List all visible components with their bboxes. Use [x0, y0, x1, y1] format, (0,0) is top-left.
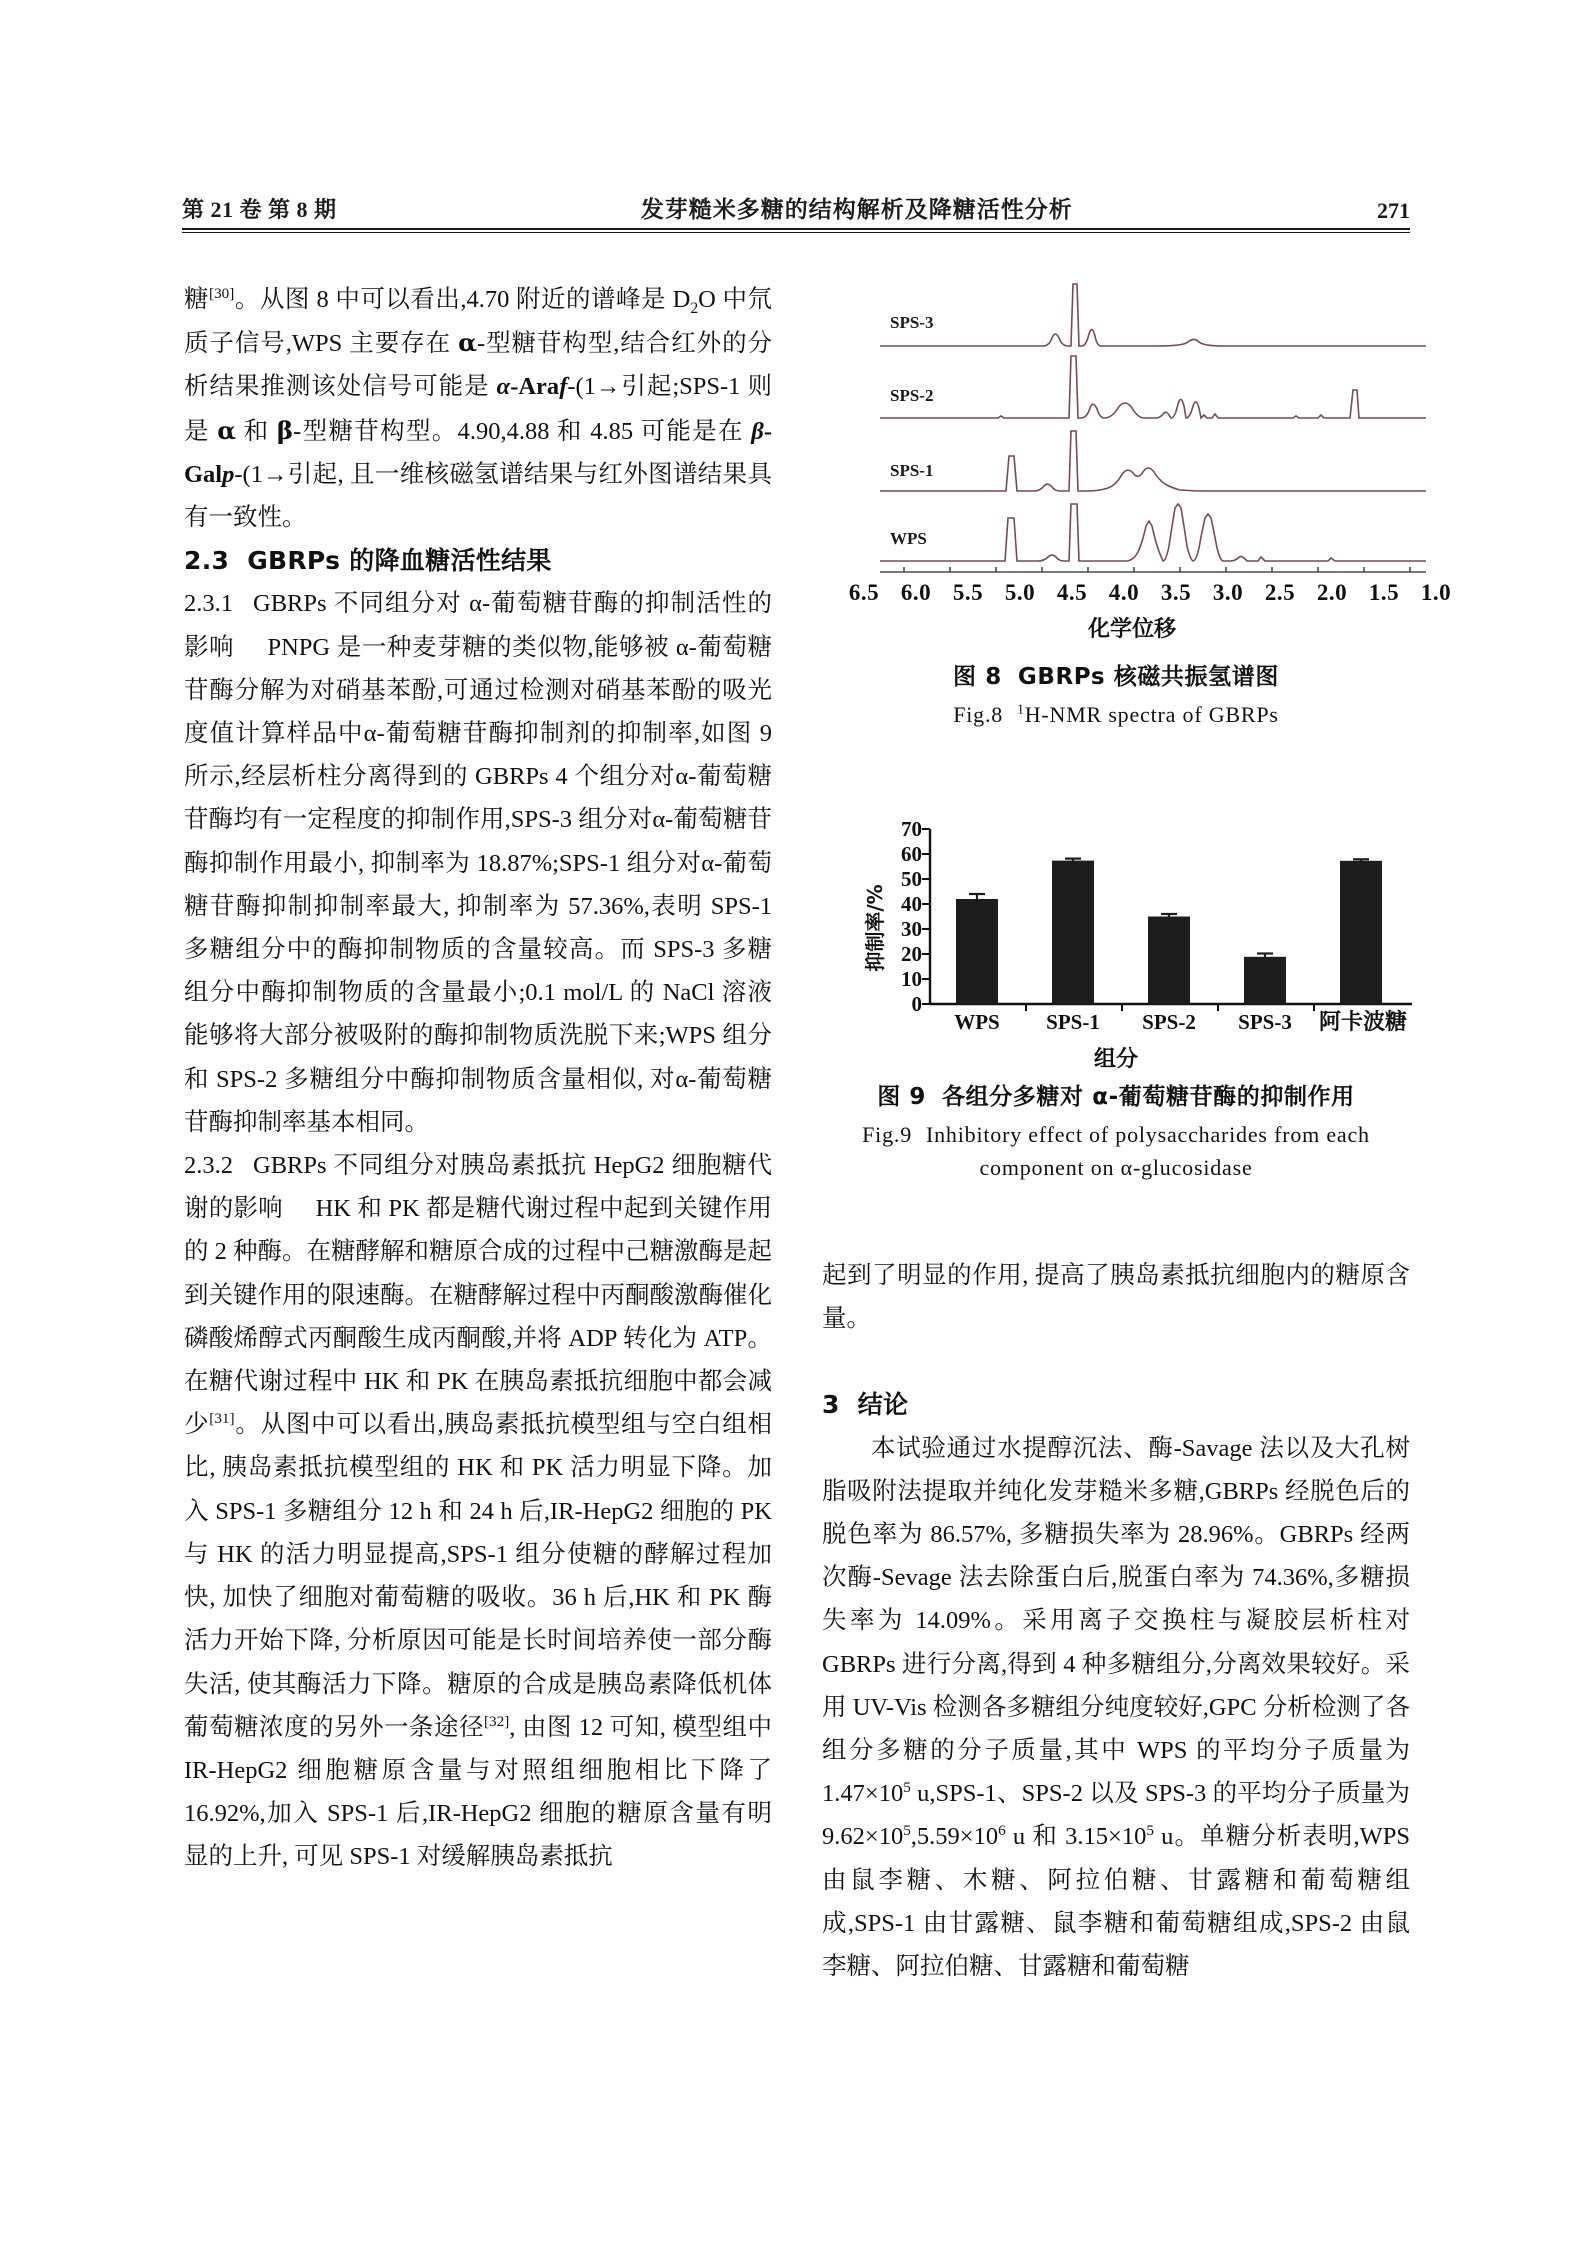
- trace-label-sps-1: SPS-1: [890, 461, 934, 480]
- category-label-sps-1: SPS-1: [1046, 1010, 1100, 1033]
- category-label-sps-3: SPS-3: [1238, 1010, 1292, 1033]
- conclusion-frag: u,SPS-1、SPS-2 以及 SPS-3 的平均分子质量为 9.62×10: [822, 1780, 1410, 1851]
- nmr-tick: 4.5: [1056, 580, 1088, 605]
- figure-8-axis-block: [838, 580, 1452, 643]
- nmr-tick: 1.0: [1420, 580, 1452, 605]
- page-number: 271: [1376, 198, 1410, 223]
- inhibition-bar-chart-svg: [860, 818, 1420, 1033]
- chart-y-axis-ticks: [922, 829, 930, 1004]
- running-header: [182, 186, 1410, 224]
- chart-x-axis-label: 组分: [1093, 1047, 1138, 1072]
- heading-number: 2.3: [184, 546, 230, 576]
- category-label-sps-2: SPS-2: [1142, 1010, 1196, 1033]
- subsection-number: 2.3.1: [184, 590, 233, 618]
- subsection-title: GBRPs 不同组分对胰岛素抵抗 HepG2 细胞糖代谢的影响: [184, 1152, 772, 1223]
- trace-sps-1: [880, 431, 1426, 491]
- bar-wps: [956, 899, 998, 1004]
- text-frag: -Gal: [184, 417, 773, 488]
- figure-9-caption: [822, 1078, 1410, 1184]
- citation-ref-30: [30]: [209, 284, 235, 302]
- exponent-5: 5: [903, 1779, 911, 1797]
- trace-sps-2: [880, 356, 1426, 418]
- text-frag: O 中氘质子信号,WPS 主要存在: [184, 286, 772, 358]
- subsection-body: PNPG 是一种麦芽糖的类似物,能够被 α-葡萄糖苷酶分解为对硝基苯酚,可通过检测对硝基苯酚的吸光度值计算样品中α-葡萄糖苷酶抑制剂的抑制率,如图 9 所示,经层析柱分离得到的 GBRPs 4 个组分对α-葡萄糖苷酶均有一定程度的抑制作用,SPS-3 组分对α-葡萄糖苷酶抑制作用最小, 抑制率为 18.87%;SPS-1 组分对α-葡萄糖苷酶抑制抑制率最大, 抑制率为 57.36%,表明 SPS-1 多糖组分中的酶抑制物质的含量较高。而 SPS-3 多糖组分中酶抑制物质的含量最小;0.1 mol/L 的 NaCl 溶液能够将大部分被吸附的酶抑制物质洗脱下来;WPS 组分和 SPS-2 多糖组分中酶抑制物质含量相似, 对α-葡萄糖苷酶抑制率基本相同。: [184, 633, 772, 1136]
- subsection-title: GBRPs 不同组分对 α-葡萄糖苷酶的抑制活性的影响: [184, 590, 772, 661]
- exponent-6: 6: [998, 1822, 1006, 1840]
- greek-beta: β: [276, 415, 294, 445]
- bar-sps-2: [1148, 917, 1190, 1005]
- nmr-tick: 1.5: [1368, 580, 1400, 605]
- paragraph-2-3-1: [184, 582, 772, 1144]
- conclusion-frag: 本试验通过水提醇沉法、酶-Savage 法以及大孔树脂吸附法提取并纯化发芽糙米多糖,GBRPs 经脱色后的脱色率为 86.57%, 多糖损失率为 28.96%。GBRPs 经两次酶-Sevage 法去除蛋白后,脱蛋白率为 74.36%,多糖损失率为 14.09%。采用离子交换柱与凝胶层析柱对 GBRPs 进行分离,得到 4 种多糖组分,分离效果较好。采用 UV-Vis 检测各多糖组分纯度较好,GPC 分析检测了各组分多糖的分子质量,其中 WPS 的平均分子质量为 1.47×10: [822, 1434, 1410, 1808]
- text-frag: 糖: [184, 286, 210, 313]
- subsection-number: 2.3.2: [184, 1152, 233, 1180]
- header-rule: [182, 228, 1410, 233]
- figure-9-title-cn: 各组分多糖对 α-葡萄糖苷酶的抑制作用: [942, 1084, 1355, 1110]
- nmr-tick: 3.0: [1212, 580, 1244, 605]
- nmr-tick-labels: [838, 580, 1452, 606]
- text-frag: -型糖苷构型,结合红外的分析结果推测该处信号可能是: [184, 330, 772, 401]
- nmr-tick: 5.0: [1004, 580, 1036, 605]
- figure-8-number-cn: 图 8: [953, 664, 1002, 690]
- text-frag: 。从图 8 中可以看出,4.70 附近的谱峰是 D: [234, 286, 691, 313]
- figure-9-bar-chart: [860, 818, 1420, 1033]
- figure-8-caption-en: [822, 698, 1410, 731]
- heading-text: 结论: [857, 1390, 909, 1420]
- article-title: 发芽糙米多糖的结构解析及降糖活性分析: [640, 197, 1073, 222]
- trace-label-wps: WPS: [890, 529, 927, 548]
- trace-label-sps-2: SPS-2: [890, 386, 934, 405]
- nmr-tick: 4.0: [1108, 580, 1140, 605]
- exponent-5: 5: [903, 1822, 911, 1840]
- svg-text:30: 30: [901, 917, 922, 941]
- svg-text:60: 60: [901, 842, 922, 866]
- svg-text:50: 50: [901, 867, 922, 891]
- heading-2-3: [184, 539, 772, 582]
- paragraph-conclusion: [822, 1427, 1410, 1989]
- conclusion-frag: ,5.59×10: [910, 1823, 999, 1851]
- paragraph-nmr-discussion: [184, 278, 772, 539]
- bar-acarbose: [1340, 861, 1382, 1004]
- greek-alpha: α: [217, 415, 237, 445]
- svg-text:0: 0: [911, 992, 922, 1016]
- proton-superscript: 1: [1017, 701, 1025, 717]
- category-label-acarbose: 阿卡波糖: [1318, 1010, 1408, 1033]
- subscript-2: 2: [690, 299, 699, 317]
- figure-8-title-cn: GBRPs 核磁共振氢谱图: [1017, 664, 1279, 690]
- nmr-tick: 6.5: [848, 580, 880, 605]
- figure-9-caption-en-2: [822, 1151, 1410, 1184]
- chart-category-labels: [954, 1009, 1407, 1033]
- heading-text: GBRPs 的降血糖活性结果: [247, 546, 552, 576]
- greek-alpha: α: [458, 328, 477, 358]
- category-label-wps: WPS: [954, 1010, 1000, 1033]
- trace-sps-3: [880, 284, 1426, 346]
- figure-9-number-cn: 图 9: [877, 1084, 927, 1110]
- greek-alpha: α: [496, 373, 511, 401]
- chart-y-tick-labels: [901, 818, 922, 1016]
- text-frag: -(1→引起;SPS-1 则是: [184, 373, 772, 445]
- text-frag: 和: [236, 417, 277, 445]
- figure-9-title-en-line2: component on α-glucosidase: [979, 1155, 1253, 1180]
- bar-sps-1: [1052, 861, 1094, 1004]
- right-column: [822, 1254, 1410, 1988]
- nmr-tick: 2.0: [1316, 580, 1348, 605]
- svg-text:20: 20: [901, 942, 922, 966]
- nmr-spectra-svg: [838, 276, 1426, 576]
- conclusion-frag: u。单糖分析表明,WPS 由鼠李糖、木糖、阿拉伯糖、甘露糖和葡萄糖组成,SPS-1 由甘露糖、鼠李糖和葡萄糖组成,SPS-2 由鼠李糖、阿拉伯糖、甘露糖和葡萄糖: [822, 1823, 1410, 1981]
- figure-9-number-en: Fig.9: [862, 1122, 912, 1147]
- nmr-x-axis-label: 化学位移: [1087, 617, 1176, 642]
- bar-sps-3: [1244, 957, 1286, 1004]
- left-column: [184, 278, 772, 1879]
- figure-8-number-en: Fig.8: [953, 702, 1004, 727]
- figure-9-title-en-line1: Inhibitory effect of polysaccharides from each: [926, 1122, 1370, 1147]
- italic-p: p: [222, 460, 235, 488]
- figure-9-caption-en: [822, 1118, 1410, 1151]
- figure-8-title-en: H-NMR spectra of GBRPs: [1024, 702, 1279, 727]
- subsection-body: HK 和 PK 都是糖代谢过程中起到关键作用的 2 种酶。在糖酵解和糖原合成的过程中己糖激酶是起到关键作用的限速酶。在糖酵解过程中丙酮酸激酶催化磷酸烯醇式丙酮酸生成丙酮酸,并将 ADP 转化为 ATP。在糖代谢过程中 HK 和 PK 在胰岛素抵抗细胞中都会减少: [184, 1195, 772, 1439]
- text-frag: -Ara: [510, 373, 560, 401]
- text-frag: -型糖苷构型。4.90,4.88 和 4.85 可能是在: [293, 417, 752, 445]
- nmr-tick: 5.5: [952, 580, 984, 605]
- svg-text:70: 70: [901, 818, 922, 841]
- italic-f: f: [559, 373, 568, 401]
- chart-bars: [956, 861, 1382, 1004]
- citation-ref-32: [32]: [483, 1712, 510, 1730]
- citation-ref-31: [31]: [209, 1410, 235, 1428]
- subsection-body: , 由图 12 可知, 模型组中 IR-HepG2 细胞糖原含量与对照组细胞相比下降了 16.92%,加入 SPS-1 后,IR-HepG2 细胞的糖原含量有明显的上升, 可见 SPS-1 对缓解胰岛素抵抗: [184, 1713, 773, 1871]
- svg-text:40: 40: [901, 892, 922, 916]
- heading-number: 3: [822, 1390, 840, 1420]
- volume-issue: 第 21 卷 第 8 期: [182, 197, 337, 222]
- exponent-5: 5: [1146, 1822, 1154, 1840]
- subsection-body: 。从图中可以看出,胰岛素抵抗模型组与空白组相比, 胰岛素抵抗模型组的 HK 和 PK 活力明显下降。加入 SPS-1 多糖组分 12 h 和 24 h 后,IR-HepG2 细胞的 PK 与 HK 的活力明显提高,SPS-1 组分使糖的酵解过程加快, 加快了细胞对葡萄糖的吸收。36 h 后,HK 和 PK 酶活力开始下降, 分析原因可能是长时间培养使一部分酶失活, 使其酶活力下降。糖原的合成是胰岛素降低机体葡萄糖浓度的另外一条途径: [184, 1411, 772, 1741]
- paragraph-2-3-2: [184, 1144, 772, 1878]
- figure-8-caption-cn: [822, 658, 1410, 691]
- heading-3-conclusion: [822, 1383, 1410, 1426]
- conclusion-frag: u 和 3.15×10: [1005, 1823, 1147, 1851]
- trace-wps: [880, 504, 1426, 561]
- nmr-tick: 3.5: [1160, 580, 1192, 605]
- nmr-tick: 2.5: [1264, 580, 1296, 605]
- figure-8-nmr-plot: [838, 276, 1426, 576]
- figure-9-caption-cn: [822, 1078, 1410, 1111]
- figure-8-caption: [822, 658, 1410, 731]
- nmr-tick: 6.0: [900, 580, 932, 605]
- paragraph-continuation: 起到了明显的作用, 提高了胰岛素抵抗细胞内的糖原含量。: [822, 1262, 1410, 1333]
- chart-y-axis-label: 抑制率/%: [863, 884, 887, 972]
- text-frag: -(1→引起, 且一维核磁氢谱结果与红外图谱结果具有一致性。: [184, 460, 772, 532]
- trace-label-sps-3: SPS-3: [890, 313, 934, 332]
- greek-beta: β: [751, 417, 764, 445]
- svg-text:10: 10: [901, 967, 922, 991]
